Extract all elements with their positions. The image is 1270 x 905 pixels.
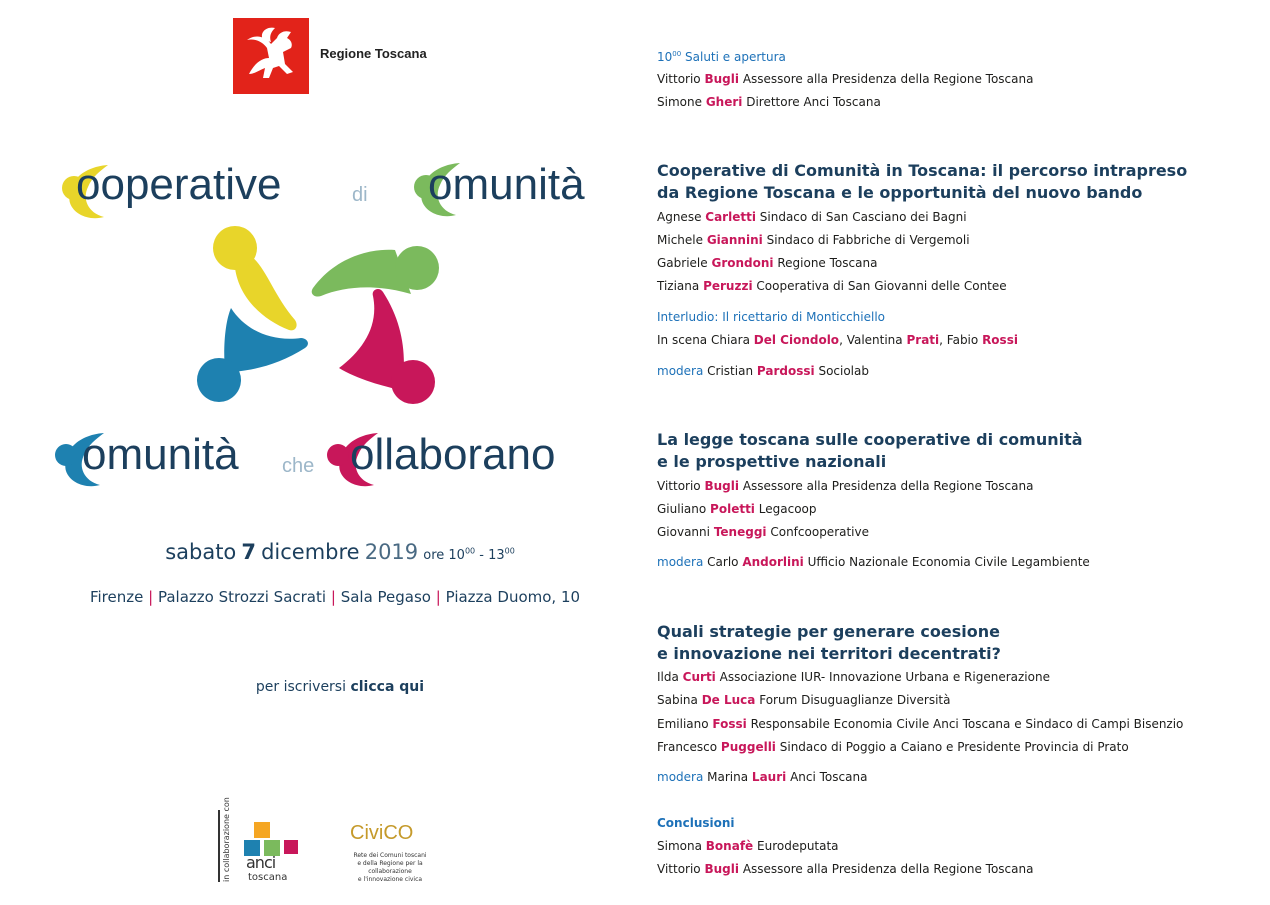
teal-dot bbox=[55, 444, 77, 466]
magenta-dot bbox=[327, 444, 349, 466]
speaker-line: Giuliano Poletti Legacoop bbox=[657, 502, 817, 516]
title-word-collaborano: ollaborano bbox=[350, 430, 556, 479]
regione-toscana-logo bbox=[233, 18, 309, 94]
title-connector-di: di bbox=[352, 184, 368, 206]
speaker-line: Francesco Puggelli Sindaco di Poggio a Caiano e Presidente Provincia di Prato bbox=[657, 740, 1129, 754]
civico-logo: CiviCO bbox=[350, 822, 414, 844]
opening-title: $10^{00}$ Saluti e apertura bbox=[657, 50, 786, 64]
speaker-line: Tiziana Peruzzi Cooperativa di San Giovanni delle Contee bbox=[657, 279, 1007, 293]
speaker-line: Michele Giannini Sindaco di Fabbriche di Vergemoli bbox=[657, 233, 970, 247]
title-word-cooperative: ooperative bbox=[76, 160, 282, 209]
interlude-title: Interludio: Il ricettario di Monticchiello bbox=[657, 310, 886, 324]
collab-divider bbox=[218, 810, 220, 882]
session-1-title: Cooperative di Comunità in Toscana: il percorso intrapreso da Regione Toscana e le opportunità del nuovo bando bbox=[657, 161, 1188, 202]
speaker-line: Vittorio Bugli Assessore alla Presidenza della Regione Toscana bbox=[657, 862, 1034, 876]
moderator-line: modera Carlo Andorlini Ufficio Nazionale Economia Civile Legambiente bbox=[657, 555, 1090, 569]
session-2-title: La legge toscana sulle cooperative di comunità e le prospettive nazionali bbox=[657, 430, 1083, 471]
speaker-line: Gabriele Grondoni Regione Toscana bbox=[657, 256, 878, 270]
anci-logo-text: anci bbox=[246, 853, 276, 872]
speaker-line: Emiliano Fossi Responsabile Economia Civile Anci Toscana e Sindaco di Campi Bisenzio bbox=[657, 717, 1184, 731]
interlude-cast: In scena Chiara Del Ciondolo, Valentina Prati, Fabio Rossi bbox=[657, 333, 1018, 347]
session-3-title: Quali strategie per generare coesione e innovazione nei territori decentrati? bbox=[657, 622, 1001, 663]
speaker-line: Sabina De Luca Forum Disuguaglianze Diversità bbox=[657, 693, 951, 707]
teal-figure bbox=[224, 308, 308, 372]
community-circle-logo bbox=[195, 222, 445, 412]
title-word-comunita-2: omunità bbox=[82, 430, 239, 479]
event-place: Firenze | Palazzo Strozzi Sacrati | Sala Pegaso | Piazza Duomo, 10 bbox=[89, 588, 581, 606]
pegasus-icon bbox=[233, 18, 309, 94]
civico-description: Rete dei Comuni toscani e della Regione per la collaborazione e l'innovazione civica bbox=[353, 852, 427, 883]
anci-logo-subtext: toscana bbox=[248, 872, 288, 883]
conclusions-title: Conclusioni bbox=[657, 816, 735, 830]
event-date: sabato 7 dicembre 2019 ore $10^{00} - 13^{00}$ bbox=[165, 540, 515, 564]
speaker-line: Agnese Carletti Sindaco di San Casciano dei Bagni bbox=[657, 210, 967, 224]
speaker-line: Vittorio Bugli Assessore alla Presidenza della Regione Toscana bbox=[657, 72, 1034, 86]
title-word-comunita: omunità bbox=[428, 160, 585, 209]
speaker-line: Giovanni Teneggi Confcooperative bbox=[657, 525, 870, 539]
moderator-line: modera Cristian Pardossi Sociolab bbox=[657, 364, 869, 378]
collab-label: in collaborazione con bbox=[222, 797, 231, 882]
register-link[interactable]: clicca qui bbox=[350, 679, 425, 695]
speaker-line: Vittorio Bugli Assessore alla Presidenza della Regione Toscana bbox=[657, 479, 1034, 493]
register-line: per iscriversi clicca qui bbox=[255, 679, 425, 695]
speaker-line: Simona Bonafè Eurodeputata bbox=[657, 839, 839, 853]
title-connector-che: che bbox=[282, 455, 315, 477]
speaker-line: Ilda Curti Associazione IUR- Innovazione Urbana e Rigenerazione bbox=[657, 670, 1050, 684]
speaker-line: Simone Gheri Direttore Anci Toscana bbox=[657, 95, 881, 109]
moderator-line: modera Marina Lauri Anci Toscana bbox=[657, 770, 868, 784]
org-name: Regione Toscana bbox=[320, 46, 427, 61]
